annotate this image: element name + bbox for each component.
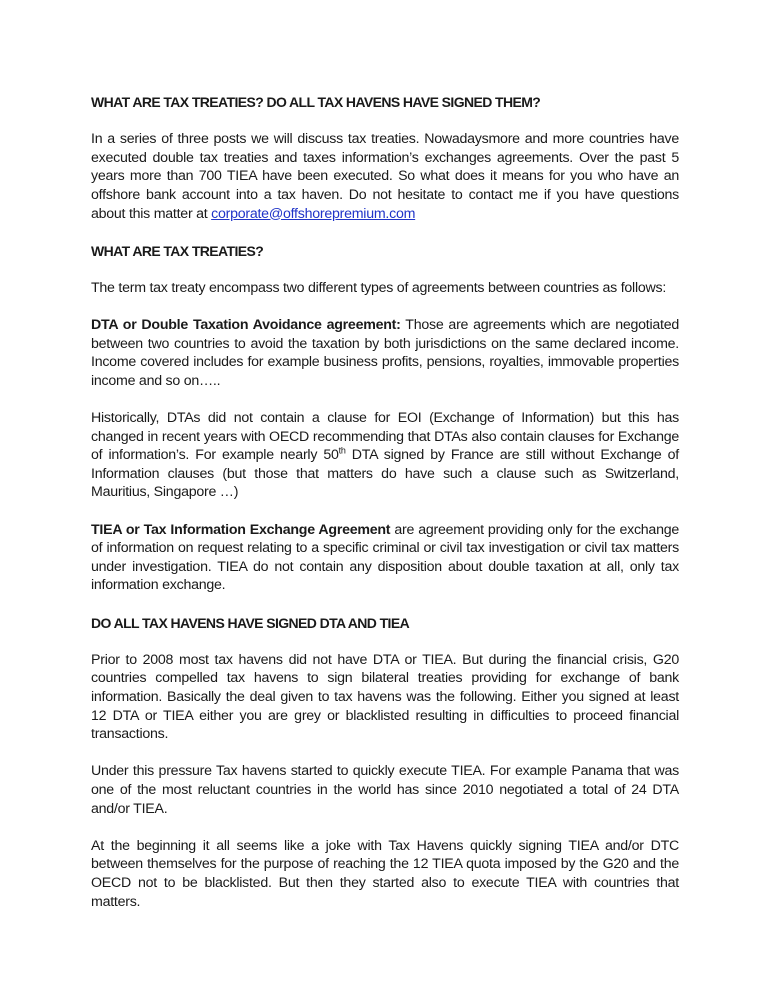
body-paragraph-prior-2008: Prior to 2008 most tax havens did not have DTA or TIEA. But during the financial crisis, G20 countries compelled tax havens to sign bilateral treaties providing for exchange of bank information. Basically the deal given to tax havens was the following. Either you signed at least 12 DTA or TIEA either you are grey or blacklisted resulting in difficulties to proceed financial transactions. [91,651,679,743]
intro-paragraph [91,130,679,223]
dta-term: DTA or Double Taxation Avoidance agreement: [91,317,401,334]
ordinal-superscript: th [338,445,346,456]
document-title: WHAT ARE TAX TREATIES? DO ALL TAX HAVENS HAVE SIGNED THEM? [91,94,541,110]
dta-description: Those are agreements which are negotiated between two countries to avoid the taxation by both jurisdictions on the same declared income. Income covered includes for example business profits, pensions, royalties, immovable properties income and so on….. [91,317,679,389]
body-paragraph-pressure: Under this pressure Tax havens started to quickly execute TIEA. For example Panama that was one of the most reluctant countries in the world has since 2010 negotiated a total of 24 DTA and/or TIEA. [91,763,679,817]
document-page [91,93,679,930]
dta-paragraph [91,316,679,390]
body-paragraph-beginning: At the beginning it all seems like a joke with Tax Havens quickly signing TIEA and/or DTC between themselves for the purpose of reaching the 12 TIEA quota imposed by the G20 and the OECD not to be blacklisted. But then they started also to execute TIEA with countries that matters. [91,837,679,910]
history-text-before: Historically, DTAs did not contain a clause for EOI (Exchange of Information) but this has changed in recent years with OECD recommending that DTAs also contain clauses for Exchange of information’s. For example nearly 50 [91,410,679,464]
treaty-definition-paragraph: The term tax treaty encompass two different types of agreements between countries as follows: [91,279,667,296]
tiea-paragraph [91,521,679,595]
tiea-description: are agreement providing only for the exchange of information on request relating to a specific criminal or civil tax investigation or civil tax matters under investigation. TIEA do not contain any disposition about double taxation at all, only tax information exchange. [91,521,679,594]
contact-email-link[interactable]: corporate@offshorepremium.com [211,205,416,222]
tiea-term: TIEA or Tax Information Exchange Agreement [91,521,391,538]
history-paragraph [91,409,679,502]
history-text-after: DTA signed by France are still without Exchange of Information clauses (but those that matters do have such a clause such as Switzerland, Mauritius, Singapore …) [91,447,679,501]
section-heading-what-are-tax-treaties: WHAT ARE TAX TREATIES? [91,242,264,259]
section-heading-tax-havens-signed: DO ALL TAX HAVENS HAVE SIGNED DTA AND TIEA [91,614,410,631]
intro-text: In a series of three posts we will discuss tax treaties. Nowadaysmore and more countries have executed double tax treaties and taxes information’s exchanges agreements. Over the past 5 years more than 700 TIEA have been executed. So what does it means for you who have an offshore bank account into a tax haven. Do not hesitate to contact me if you have questions about this matter at [91,131,679,222]
